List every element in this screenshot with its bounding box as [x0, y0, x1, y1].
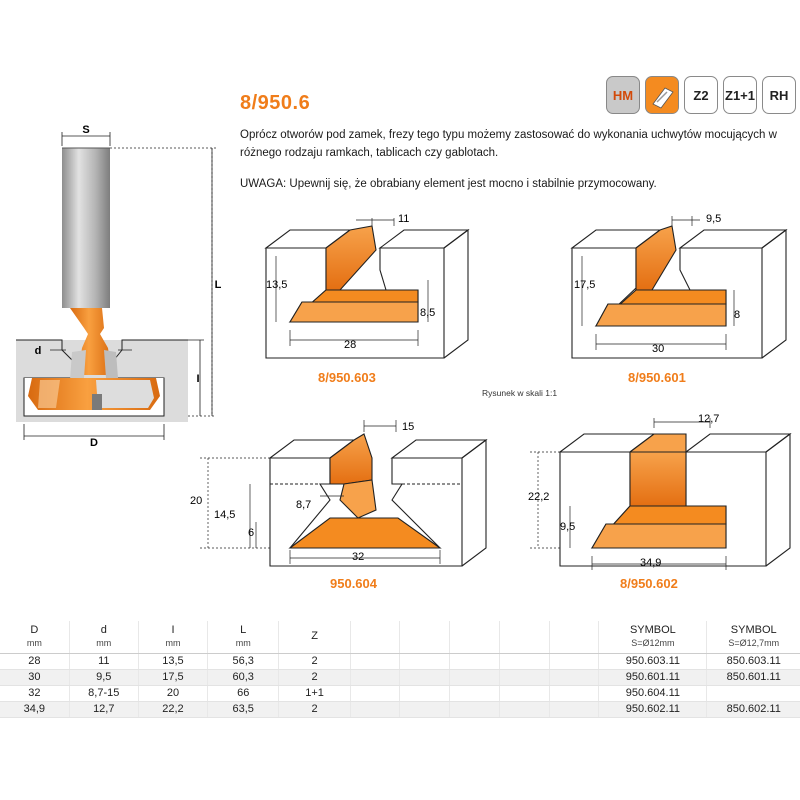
warning-text: UWAGA: Upewnij się, że obrabiany element jest mocno i stabilnie przymocowany.: [240, 178, 657, 190]
d1-top: 11: [398, 213, 410, 225]
d3-left-low: 6: [248, 527, 255, 539]
dim-i-label: I: [196, 373, 200, 385]
th-empty-2: [400, 621, 450, 653]
dim-d-big-label: D: [90, 437, 98, 449]
badge-z11-label: Z1+1: [725, 87, 755, 103]
d3-left-mid: 14,5: [214, 509, 236, 521]
d2-left: 17,5: [574, 279, 596, 291]
dim-s-label: S: [82, 124, 90, 136]
d3-left-outer: 20: [190, 495, 203, 507]
d3-top: 15: [402, 421, 415, 433]
d3-mid: 8,7: [296, 499, 312, 511]
caption-950-602: 8/950.602: [620, 576, 678, 591]
th-D: D mm: [0, 621, 69, 653]
dim-l-label: L: [214, 279, 222, 291]
th-empty-4: [499, 621, 549, 653]
d4-bottom: 34,9: [640, 557, 662, 569]
d2-top: 9,5: [706, 213, 722, 225]
diagram-950-602: [560, 434, 790, 566]
th-empty-1: [350, 621, 400, 653]
table-header-row: [0, 621, 800, 653]
table-row: 32 8,7-15 20 66 1+1 950.604.11: [0, 685, 800, 701]
scale-note: Rysunek w skali 1:1: [482, 388, 558, 398]
d4-left-outer: 22,2: [528, 491, 550, 503]
th-Z: Z: [279, 621, 350, 653]
th-d: d mm: [69, 621, 138, 653]
d1-bottom: 28: [344, 339, 357, 351]
th-L: L mm: [208, 621, 279, 653]
table-row: 28 11 13,5 56,3 2 950.603.11 850.603.11: [0, 653, 800, 669]
dim-d-small-label: d: [34, 345, 42, 357]
th-symbol-127: SYMBOL S=Ø12,7mm: [707, 621, 800, 653]
d1-left: 13,5: [266, 279, 288, 291]
caption-950-604: 950.604: [330, 576, 377, 591]
d2-right: 8: [734, 309, 741, 321]
d4-top: 12,7: [698, 413, 720, 425]
router-bit-drawing: [16, 132, 216, 440]
d2-bottom: 30: [652, 343, 665, 355]
d3-bottom: 32: [352, 551, 365, 563]
th-empty-5: [549, 621, 599, 653]
table-row: 30 9,5 17,5 60,3 2 950.601.11 850.601.11: [0, 669, 800, 685]
diagram-950-603: [266, 226, 468, 358]
caption-950-601: 8/950.601: [628, 370, 686, 385]
table-row: 34,9 12,7 22,2 63,5 2 950.602.11 850.602.11: [0, 701, 800, 717]
product-code: 8/950.6: [240, 92, 311, 114]
diagram-950-601: [572, 226, 786, 358]
th-empty-3: [450, 621, 500, 653]
th-I: I mm: [138, 621, 207, 653]
product-description: Oprócz otworów pod zamek, frezy tego typu możemy zastosować do wykonania uchwytów mocujących w różnego rodzaju ramkach, tablicach czy gablotach.: [240, 129, 777, 159]
d1-right: 8,5: [420, 307, 436, 319]
badge-z2-label: Z2: [693, 87, 709, 103]
th-symbol-12: SYMBOL S=Ø12mm: [599, 621, 707, 653]
d4-left: 9,5: [560, 521, 576, 533]
caption-950-603: 8/950.603: [318, 370, 376, 385]
badge-hm-label: HM: [612, 87, 634, 103]
badge-rh-label: RH: [769, 87, 789, 103]
spec-table: [0, 621, 800, 718]
